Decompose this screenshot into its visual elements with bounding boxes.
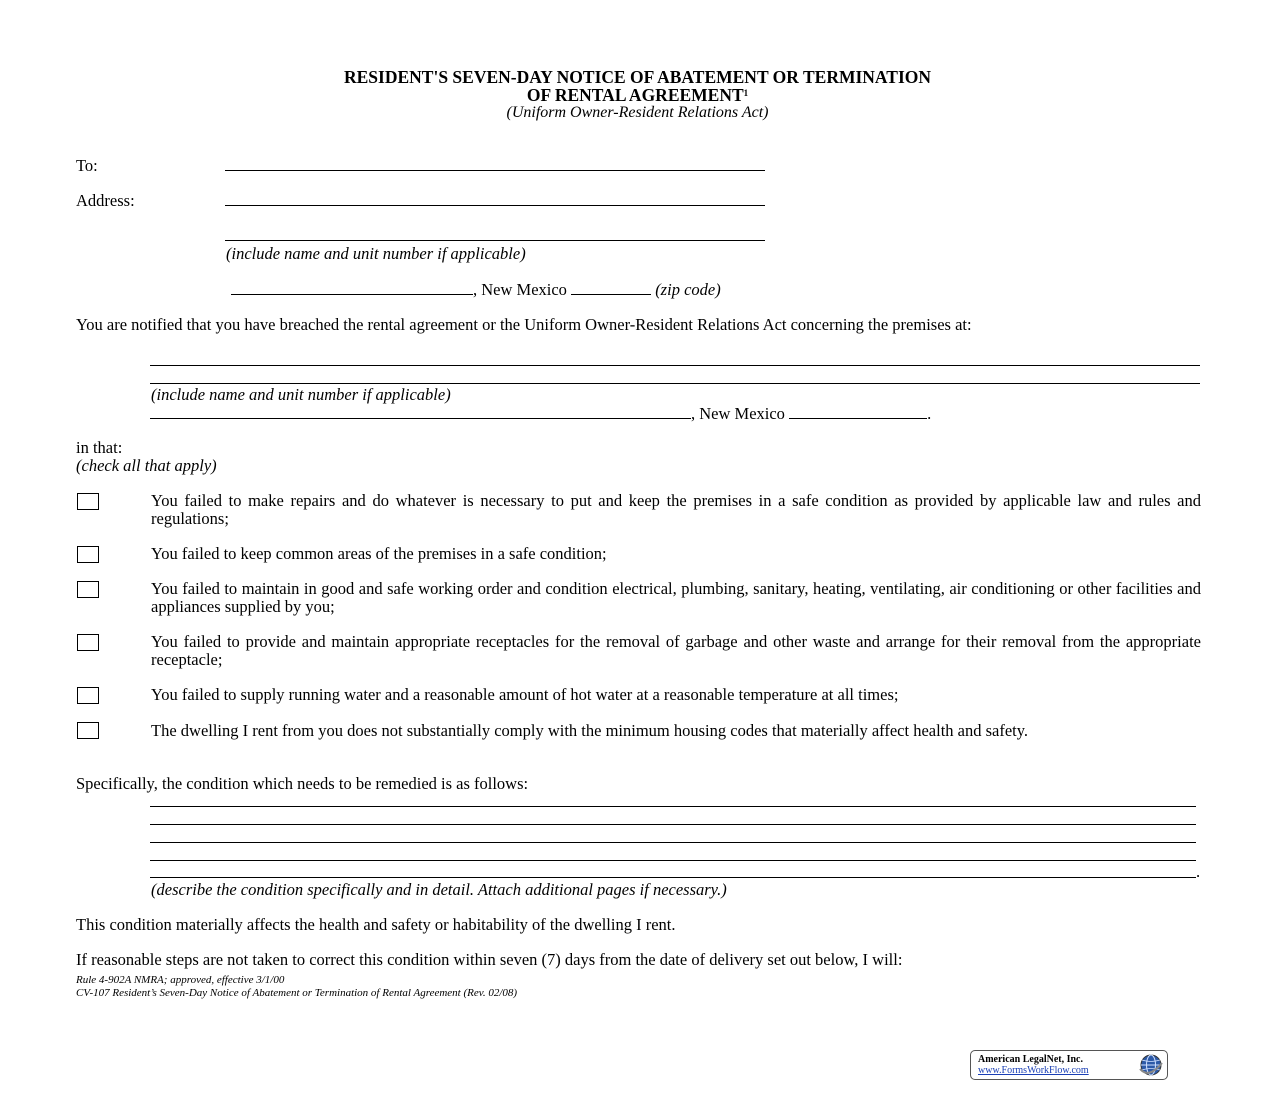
- footer-form-id: CV-107 Resident’s Seven-Day Notice of Abatement or Termination of Rental Agreement (Rev. 02/08): [76, 987, 518, 999]
- remedy-field-line5[interactable]: [150, 877, 1196, 878]
- form-subtitle: (Uniform Owner-Resident Relations Act): [506, 104, 769, 121]
- condition-water: You failed to supply running water and a reasonable amount of hot water at a reasonable temperature at all times;: [151, 685, 899, 704]
- address-city-row: [231, 280, 721, 299]
- describe-hint: (describe the condition specifically and in detail. Attach additional pages if necessary.): [151, 880, 727, 899]
- globe-icon: [1139, 1053, 1163, 1077]
- condition-garbage: You failed to provide and maintain appropriate receptacles for the removal of garbage and other waste and arrange for their removal from the appropriate receptacle;: [151, 632, 1201, 669]
- premises-field-line2[interactable]: [150, 383, 1200, 384]
- premises-city-field[interactable]: [150, 404, 691, 419]
- condition-housing-codes: The dwelling I rent from you does not substantially comply with the minimum housing codes that materially affect health and safety.: [151, 721, 1029, 740]
- address-label: Address:: [76, 191, 135, 210]
- address-state-text: , New Mexico: [473, 280, 567, 299]
- remedy-period: .: [1196, 862, 1201, 881]
- notice-intro: You are notified that you have breached the rental agreement or the Uniform Owner-Resident Relations Act concerning the premises at:: [76, 315, 972, 334]
- condition-facilities: You failed to maintain in good and safe working order and condition electrical, plumbing, sanitary, heating, ventilating, air conditioning or other facilities and appliances supplied by you;: [151, 579, 1201, 616]
- premises-name-hint: (include name and unit number if applicable): [151, 385, 451, 404]
- premises-zip-field[interactable]: [789, 404, 927, 419]
- affects-statement: This condition materially affects the health and safety or habitability of the dwelling I rent.: [76, 915, 676, 934]
- in-that-label: in that:: [76, 438, 123, 457]
- footnote-marker: 1: [743, 88, 749, 98]
- checkbox-facilities[interactable]: [77, 581, 99, 598]
- form-title-line2-text: OF RENTAL AGREEMENT: [526, 85, 744, 105]
- checkbox-garbage[interactable]: [77, 634, 99, 651]
- address-name-hint: (include name and unit number if applicable): [226, 244, 526, 263]
- address-field-line1[interactable]: [225, 205, 765, 206]
- form-title-line1: RESIDENT'S SEVEN-DAY NOTICE OF ABATEMENT OR TERMINATION: [343, 67, 932, 87]
- remedy-field-line1[interactable]: [150, 806, 1196, 807]
- american-legalnet-logo[interactable]: [970, 1050, 1168, 1080]
- form-title-line2: [0, 86, 1275, 104]
- remedy-field-line4[interactable]: [150, 860, 1196, 861]
- if-not-statement: If reasonable steps are not taken to correct this condition within seven (7) days from the date of delivery set out below, I will:: [76, 950, 903, 969]
- to-label: To:: [76, 156, 98, 175]
- remedy-field-line2[interactable]: [150, 824, 1196, 825]
- check-all-hint: (check all that apply): [76, 456, 217, 475]
- to-field[interactable]: [225, 170, 765, 171]
- logo-url-link[interactable]: www.FormsWorkFlow.com: [978, 1065, 1089, 1076]
- premises-period: .: [927, 404, 932, 423]
- footer-rule: Rule 4-902A NMRA; approved, effective 3/1/00: [76, 974, 285, 986]
- remedy-field-line3[interactable]: [150, 842, 1196, 843]
- specifically-label: Specifically, the condition which needs to be remedied is as follows:: [76, 774, 529, 793]
- logo-company: American LegalNet, Inc.: [978, 1054, 1083, 1065]
- checkbox-water[interactable]: [77, 687, 99, 704]
- checkbox-common-areas[interactable]: [77, 546, 99, 563]
- address-field-line2[interactable]: [225, 240, 765, 241]
- address-zip-field[interactable]: [571, 280, 651, 295]
- premises-city-row: [150, 404, 931, 423]
- premises-field-line1[interactable]: [150, 365, 1200, 366]
- address-city-field[interactable]: [231, 280, 473, 295]
- condition-repairs: You failed to make repairs and do whatever is necessary to put and keep the premises in a safe condition as provided by applicable law and rules and regulations;: [151, 491, 1201, 528]
- condition-common-areas: You failed to keep common areas of the premises in a safe condition;: [151, 544, 607, 563]
- premises-state-text: , New Mexico: [691, 404, 785, 423]
- zip-hint: (zip code): [655, 280, 721, 299]
- checkbox-repairs[interactable]: [77, 493, 99, 510]
- checkbox-housing-codes[interactable]: [77, 722, 99, 739]
